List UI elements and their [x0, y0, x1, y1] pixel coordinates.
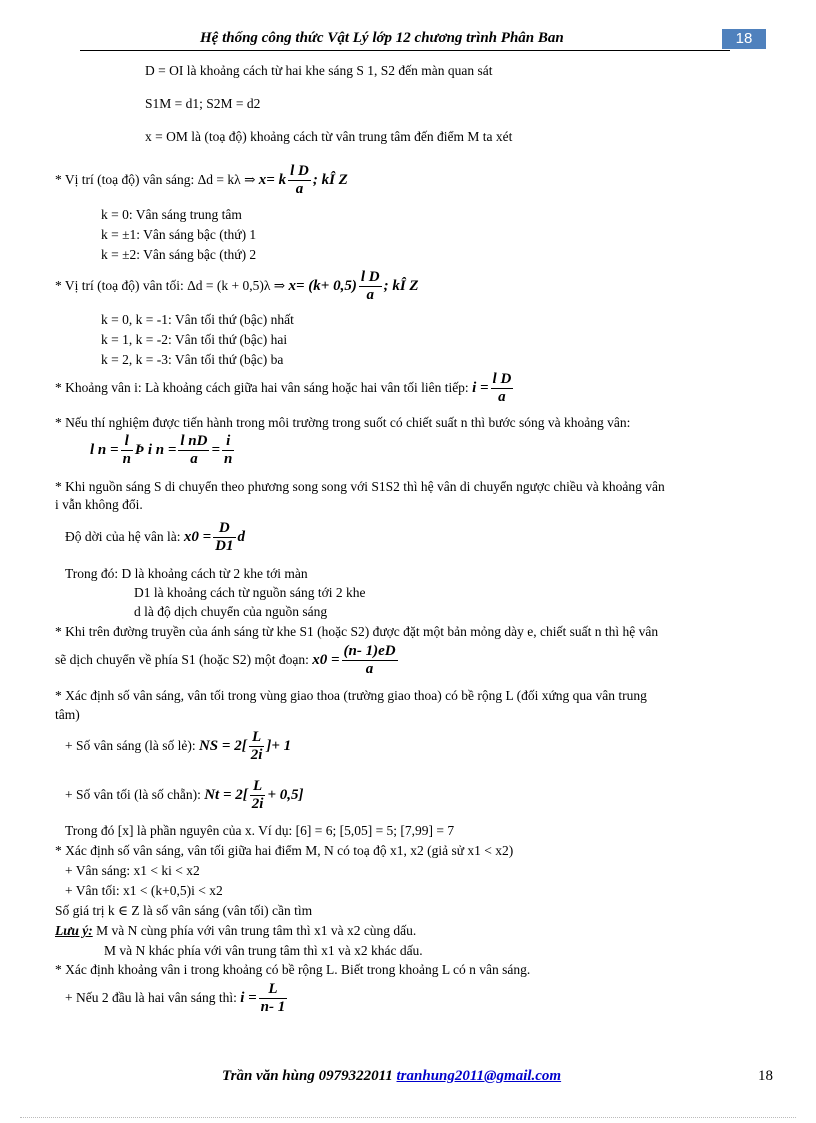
text-line: k = ±1: Vân sáng bậc (thứ) 1 [101, 227, 257, 242]
text-line: d là độ dịch chuyển của nguồn sáng [134, 604, 328, 619]
bracket-right: ] [298, 787, 304, 803]
text-line: * Xác định khoảng vân i trong khoảng có bề rộng L. Biết trong khoảng L có n vân sáng. [55, 962, 531, 977]
text-line: k = 0: Vân sáng trung tâm [101, 207, 242, 222]
fraction [359, 269, 382, 304]
formula-segment: i = [472, 380, 489, 396]
formula-segment: d [237, 529, 246, 545]
formula-line-dark-count [65, 775, 304, 815]
fraction-numerator: L [250, 778, 266, 796]
formula-segment: NS = 2 [198, 738, 242, 754]
formula-line-bright-count [65, 726, 291, 766]
fraction-denominator: n- 1 [260, 999, 286, 1016]
text-segment: * Vị trí (toạ độ) vân tối: Δd = (k + 0,5)λ ⇒ [55, 278, 286, 293]
header-divider [80, 50, 730, 51]
fraction-numerator: l D [360, 269, 380, 286]
fraction-numerator: (n- 1)eD [343, 643, 396, 660]
formula-line-plate-shift [55, 640, 400, 680]
fraction [222, 433, 234, 468]
fraction-numerator: l [121, 433, 133, 451]
fraction [259, 981, 288, 1016]
text-line: S1M = d1; S2M = d2 [145, 96, 261, 111]
text-line: * Xác định số vân sáng, vân tối giữa hai điểm M, N có toạ độ x1, x2 (giả sử x1 < x2) [55, 843, 514, 858]
formula-line-shift [65, 517, 245, 557]
text-line: * Nếu thí nghiệm được tiến hành trong môi trường trong suốt có chiết suất n thì bước sóng và khoảng vân: [55, 415, 631, 430]
note-text: M và N cùng phía với vân trung tâm thì x1 và x2 cùng dấu. [92, 923, 417, 938]
text-line: i vẫn không đổi. [55, 497, 143, 512]
fraction-denominator: 2i [251, 796, 264, 813]
fraction [178, 433, 209, 468]
text-line: Trong đó [x] là phần nguyên của x. Ví dụ: [6] = 6; [5,05] = 5; [7,99] = 7 [65, 823, 455, 838]
text-segment: + Nếu 2 đầu là hai vân sáng thì: [65, 990, 237, 1005]
bracket-left: [ [241, 738, 247, 754]
page-bottom-border [20, 1117, 796, 1118]
note-line [55, 923, 416, 939]
text-segment: + Số vân tối (là số chẵn): [65, 787, 201, 802]
text-line: k = 1, k = -2: Vân tối thứ (bậc) hai [101, 332, 288, 347]
formula-segment: + 0,5 [267, 787, 299, 803]
fraction-numerator: l D [492, 371, 512, 388]
note-label: Lưu ý: [55, 923, 93, 938]
text-line: k = ±2: Vân sáng bậc (thứ) 2 [101, 247, 257, 262]
text-segment: sẽ dịch chuyển về phía S1 (hoặc S2) một đoạn: [55, 652, 309, 667]
text-line: Trong đó: D là khoảng cách từ 2 khe tới màn [65, 566, 308, 581]
text-line: * Xác định số vân sáng, vân tối trong vùng giao thoa (trường giao thoa) có bề rộng L (đối xứng qua vân trung [55, 688, 647, 703]
text-line: + Vân tối: x1 < (k+0,5)i < x2 [65, 883, 223, 898]
formula-segment: Nt = 2 [204, 787, 243, 803]
formula-segment: + 1 [271, 738, 292, 754]
formula-segment: i = [240, 990, 257, 1006]
formula-segment: = [211, 442, 221, 458]
fraction [491, 371, 514, 406]
text-line: D1 là khoảng cách từ nguồn sáng tới 2 khe [134, 585, 366, 600]
formula-segment: x0 = [312, 652, 340, 668]
fraction [121, 433, 133, 468]
fraction-denominator: a [366, 287, 374, 304]
fraction [342, 643, 398, 678]
formula-segment: x= k [258, 172, 287, 188]
fraction [213, 520, 235, 555]
text-line: + Vân sáng: x1 < ki < x2 [65, 863, 200, 878]
fraction-denominator: a [365, 661, 374, 678]
text-line: k = 0, k = -1: Vân tối thứ (bậc) nhất [101, 312, 294, 327]
formula-segment: Þ i n = [134, 442, 177, 458]
fraction-denominator: a [295, 181, 304, 198]
fraction-denominator: a [498, 389, 506, 406]
fraction-denominator: n [122, 451, 131, 468]
text-line: M và N khác phía với vân trung tâm thì x1 và x2 khác dấu. [104, 943, 423, 958]
fraction-denominator: a [190, 451, 198, 468]
fraction [288, 163, 311, 198]
formula-segment: l n = [90, 442, 119, 458]
text-line: x = OM là (toạ độ) khoảng cách từ vân trung tâm đến điểm M ta xét [145, 129, 513, 144]
fraction-numerator: l nD [180, 433, 208, 450]
footer-page-number: 18 [758, 1068, 773, 1084]
text-segment: * Khoảng vân i: Là khoảng cách giữa hai vân sáng hoặc hai vân tối liên tiếp: [55, 380, 469, 395]
fraction-numerator: L [259, 981, 288, 999]
fraction-denominator: D1 [215, 538, 234, 555]
text-segment: Độ dời của hệ vân là: [65, 529, 181, 544]
footer-email-link[interactable]: tranhung2011@gmail.com [396, 1068, 562, 1084]
bracket-right: ] [266, 738, 272, 754]
formula-segment: x= (k+ 0,5) [288, 278, 357, 294]
text-segment: * Vị trí (toạ độ) vân sáng: Δd = kλ ⇒ [55, 172, 256, 187]
page-number-badge: 18 [722, 29, 766, 49]
formula-line-bright-fringe [55, 160, 348, 200]
fraction-numerator: i [222, 433, 234, 451]
formula-line-medium [90, 430, 236, 470]
formula-segment: ; kÎ Z [383, 278, 419, 294]
text-line: Số giá trị k ∈ Z là số vân sáng (vân tối) cần tìm [55, 903, 313, 918]
fraction-numerator: L [249, 729, 265, 747]
text-line: * Khi nguồn sáng S di chuyển theo phương song song với S1S2 thì hệ vân di chuyển ngược chiều và khoảng vân [55, 479, 665, 494]
fraction [250, 778, 266, 813]
text-line: D = OI là khoảng cách từ hai khe sáng S 1, S2 đến màn quan sát [145, 63, 493, 78]
formula-segment: ; kÎ Z [312, 172, 348, 188]
footer-author-text: Trần văn hùng 0979322011 [222, 1068, 397, 1084]
fraction [249, 729, 265, 764]
fraction-denominator: n [224, 451, 233, 468]
formula-line-spacing-count [65, 978, 289, 1018]
text-line: * Khi trên đường truyền của ánh sáng từ khe S1 (hoặc S2) được đặt một bản mỏng dày e, chiết suất n thì hệ vân [55, 624, 659, 639]
text-segment: + Số vân sáng (là số lẻ): [65, 738, 196, 753]
formula-line-dark-fringe [55, 266, 419, 306]
header-title: Hệ thống công thức Vật Lý lớp 12 chương trình Phân Ban [200, 30, 564, 46]
text-line: tâm) [55, 707, 80, 722]
bracket-left: [ [242, 787, 248, 803]
text-line: k = 2, k = -3: Vân tối thứ (bậc) ba [101, 352, 284, 367]
fraction-denominator: 2i [250, 747, 263, 764]
fraction-numerator: D [213, 520, 235, 538]
page-header [80, 28, 732, 50]
footer-author [222, 1068, 561, 1085]
formula-segment: x0 = [183, 529, 212, 545]
formula-line-fringe-spacing [55, 368, 515, 408]
fraction-numerator: l D [290, 163, 309, 180]
